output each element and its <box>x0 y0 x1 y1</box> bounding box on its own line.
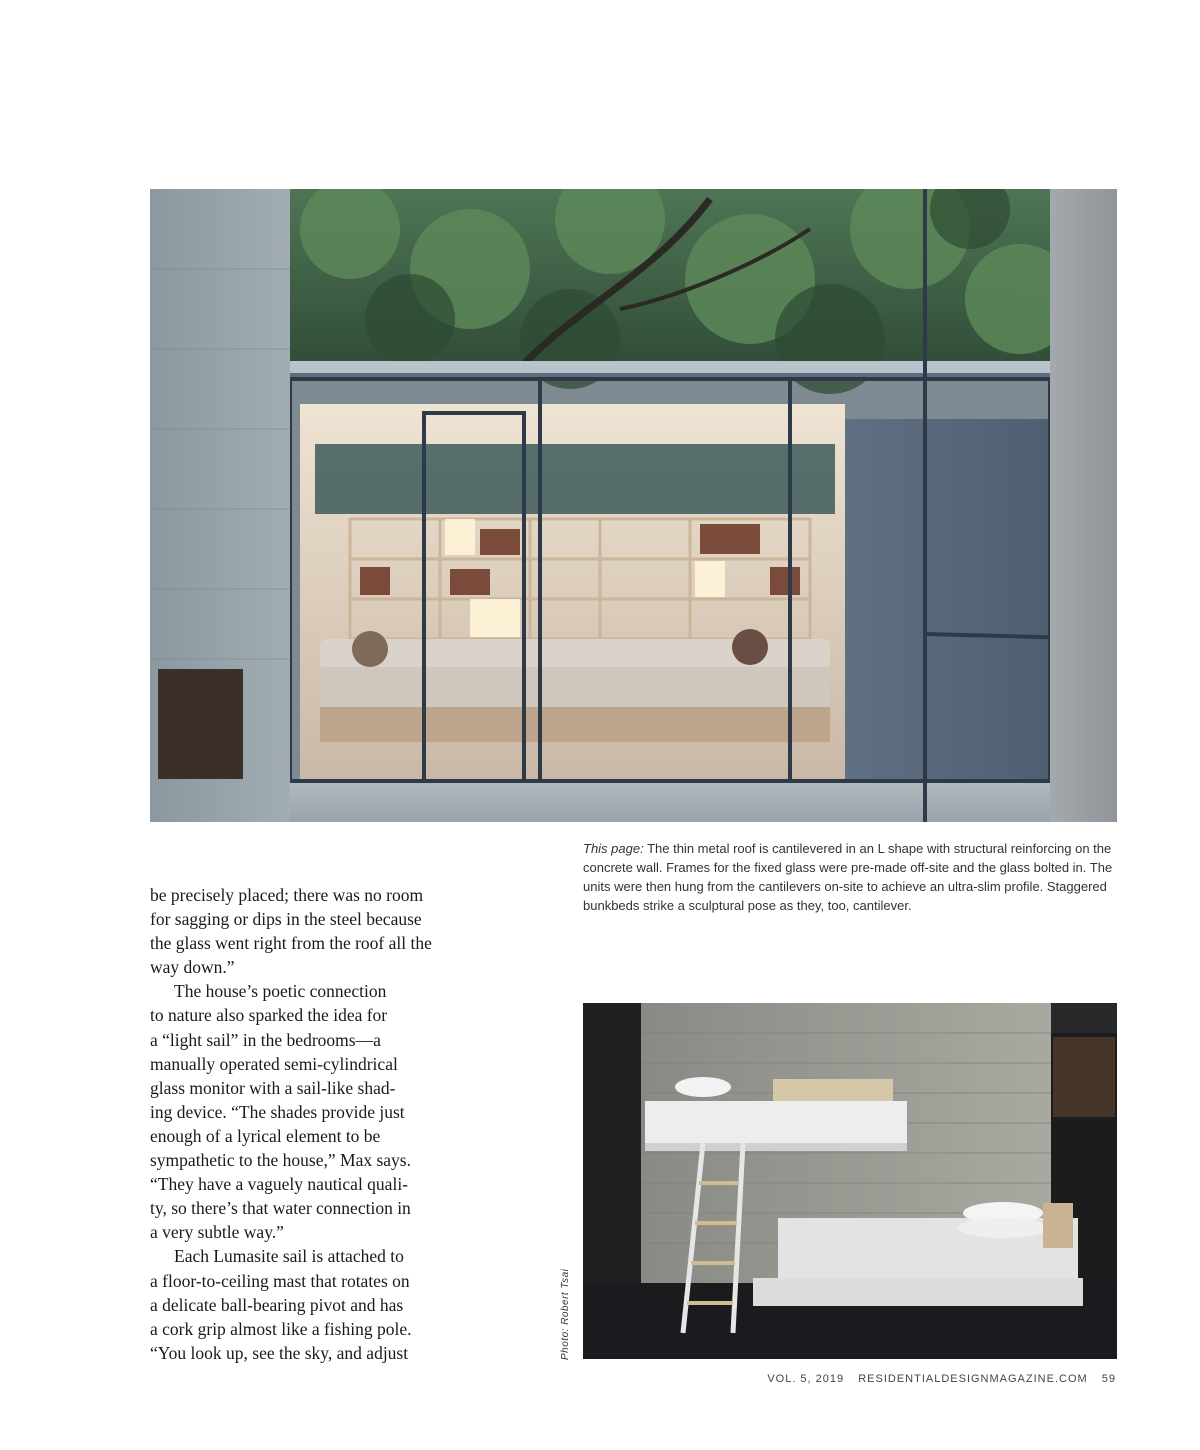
text-line: a very subtle way.” <box>150 1222 284 1243</box>
text-line: manually operated semi-cylindrical <box>150 1053 398 1074</box>
paragraph-2 <box>150 979 460 1244</box>
text-line: for sagging or dips in the steel because <box>150 909 422 930</box>
text-line: the glass went right from the roof all the <box>150 933 432 954</box>
text-line: a “light sail” in the bedrooms—a <box>150 1029 381 1050</box>
text-line: ing device. “The shades provide just <box>150 1101 405 1122</box>
issue-volume: VOL. 5, 2019 <box>767 1373 845 1385</box>
text-line: The house’s poetic connection <box>174 981 387 1002</box>
photo-caption <box>583 839 1123 915</box>
text-line: a delicate ball-bearing pivot and has <box>150 1294 404 1315</box>
paragraph-1 <box>150 883 460 979</box>
text-line: be precisely placed; there was no room <box>150 885 424 905</box>
bunkbed-photo <box>583 1003 1117 1359</box>
text-line: ty, so there’s that water connection in <box>150 1198 411 1219</box>
text-line: glass monitor with a sail-like shad- <box>150 1077 396 1098</box>
text-line: Each Lumasite sail is attached to <box>174 1246 404 1267</box>
hero-photo <box>150 189 1117 822</box>
text-line: “You look up, see the sky, and adjust <box>150 1342 409 1363</box>
text-line: sympathetic to the house,” Max says. <box>150 1150 411 1171</box>
text-line: way down.” <box>150 957 235 978</box>
article-body <box>150 883 460 1365</box>
photo-credit: Photo: Robert Tsai <box>560 1268 571 1360</box>
text-line: to nature also sparked the idea for <box>150 1005 388 1026</box>
text-line: a floor-to-ceiling mast that rotates on <box>150 1270 410 1291</box>
page-footer <box>767 1373 1116 1385</box>
text-line: “They have a vaguely nautical quali- <box>150 1174 409 1195</box>
caption-text: The thin metal roof is cantilevered in an L shape with structural reinforcing on the concrete wall. Frames for the fixed glass were pre-made off-site and the glass bolted in. The units were then hung from the cantilevers on-site to achieve an ultra-slim profile. Staggered bunkbeds strike a sculptural pose as they, too, cantilever. <box>583 841 1113 913</box>
paragraph-3 <box>150 1244 460 1364</box>
page-number: 59 <box>1101 1373 1116 1385</box>
caption-lead: This page: <box>583 841 644 856</box>
text-line: enough of a lyrical element to be <box>150 1125 381 1146</box>
text-line: a cork grip almost like a fishing pole. <box>150 1318 412 1339</box>
magazine-site: RESIDENTIALDESIGNMAGAZINE.COM <box>858 1373 1088 1385</box>
